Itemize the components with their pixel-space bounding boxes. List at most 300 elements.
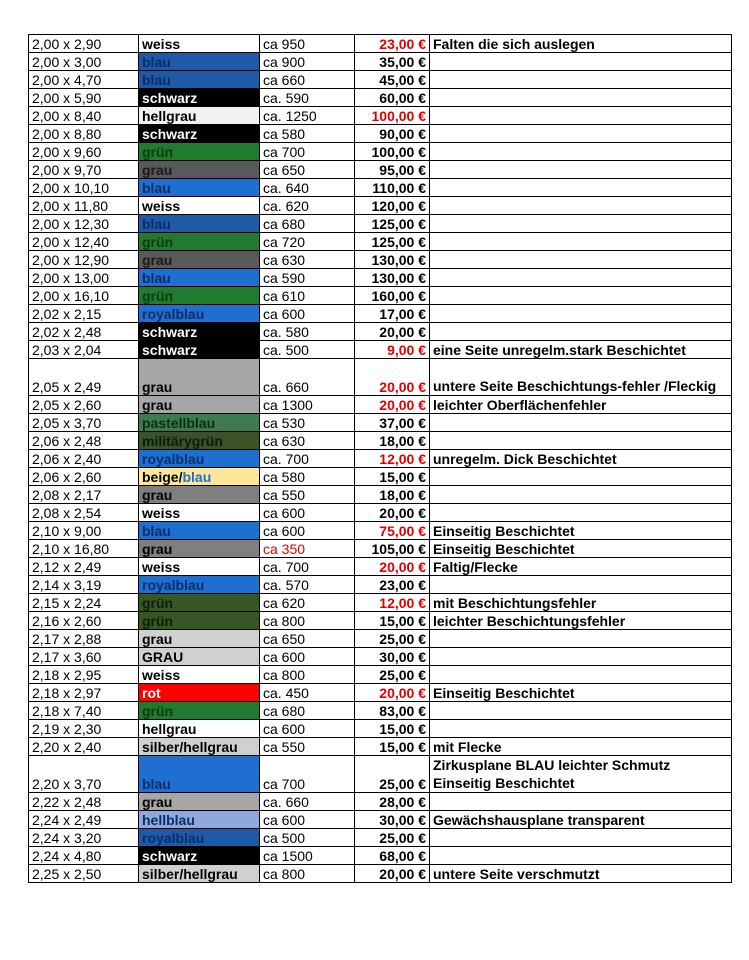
weight-cell: ca 620 — [260, 594, 355, 612]
note-cell — [430, 71, 732, 89]
price-cell: 125,00 € — [355, 215, 430, 233]
table-row — [29, 215, 732, 233]
weight-cell: ca 660 — [260, 71, 355, 89]
table-row — [29, 107, 732, 125]
table-row — [29, 341, 732, 359]
color-label: GRAU — [142, 649, 184, 665]
price-cell: 23,00 € — [355, 576, 430, 594]
color-label: blau — [142, 216, 171, 232]
price-cell: 25,00 € — [355, 630, 430, 648]
color-label: blau — [142, 72, 171, 88]
weight-cell: ca 650 — [260, 630, 355, 648]
color-cell — [139, 648, 260, 666]
price-cell: 120,00 € — [355, 197, 430, 215]
table-row — [29, 829, 732, 847]
price-cell: 105,00 € — [355, 540, 430, 558]
note-cell — [430, 215, 732, 233]
color-label: silber/hellgrau — [142, 739, 238, 755]
table-row — [29, 287, 732, 305]
table-row — [29, 847, 732, 865]
color-cell — [139, 702, 260, 720]
price-cell: 130,00 € — [355, 251, 430, 269]
price-cell: 25,00 € — [355, 829, 430, 847]
table-row — [29, 594, 732, 612]
table-row — [29, 305, 732, 323]
weight-cell: ca. 580 — [260, 323, 355, 341]
table-row — [29, 630, 732, 648]
color-cell — [139, 396, 260, 414]
weight-cell: ca 800 — [260, 666, 355, 684]
color-label: silber/hellgrau — [142, 866, 238, 882]
price-cell: 30,00 € — [355, 648, 430, 666]
price-cell: 100,00 € — [355, 143, 430, 161]
color-label: hellblau — [142, 812, 195, 828]
color-label: schwarz — [142, 90, 198, 106]
note-cell — [430, 107, 732, 125]
price-cell: 23,00 € — [355, 35, 430, 53]
table-row — [29, 450, 732, 468]
color-cell — [139, 287, 260, 305]
color-cell — [139, 89, 260, 107]
table-row — [29, 53, 732, 71]
note-cell — [430, 648, 732, 666]
color-cell — [139, 594, 260, 612]
size-cell: 2,24 x 2,49 — [29, 811, 139, 829]
color-cell — [139, 233, 260, 251]
weight-cell: ca 610 — [260, 287, 355, 305]
size-cell: 2,08 x 2,17 — [29, 486, 139, 504]
weight-cell: ca 580 — [260, 125, 355, 143]
size-cell: 2,00 x 9,60 — [29, 143, 139, 161]
color-cell — [139, 161, 260, 179]
price-cell: 15,00 € — [355, 612, 430, 630]
table-row — [29, 233, 732, 251]
color-cell — [139, 125, 260, 143]
price-cell: 20,00 € — [355, 359, 430, 396]
color-label: grün — [142, 234, 174, 250]
weight-cell: ca 900 — [260, 53, 355, 71]
note-cell — [430, 287, 732, 305]
color-cell — [139, 269, 260, 287]
color-cell — [139, 305, 260, 323]
note-cell — [430, 233, 732, 251]
note-cell — [430, 143, 732, 161]
color-label: grau — [142, 631, 173, 647]
weight-cell: ca 630 — [260, 432, 355, 450]
color-label: weiss — [142, 505, 181, 521]
weight-cell: ca. 500 — [260, 341, 355, 359]
color-cell — [139, 829, 260, 847]
color-label: grau — [142, 252, 173, 268]
weight-cell: ca 650 — [260, 161, 355, 179]
table-row — [29, 89, 732, 107]
table-row — [29, 684, 732, 702]
size-cell: 2,03 x 2,04 — [29, 341, 139, 359]
price-cell: 25,00 € — [355, 756, 430, 793]
size-cell: 2,12 x 2,49 — [29, 558, 139, 576]
color-label: grün — [142, 595, 174, 611]
weight-cell: ca. 620 — [260, 197, 355, 215]
color-cell — [139, 558, 260, 576]
note-cell — [430, 468, 732, 486]
weight-cell: ca 680 — [260, 215, 355, 233]
size-cell: 2,06 x 2,40 — [29, 450, 139, 468]
note-cell: untere Seite Beschichtungs-fehler /Fleckig — [430, 359, 732, 396]
weight-cell: ca 600 — [260, 522, 355, 540]
table-row — [29, 35, 732, 53]
weight-cell: ca. 590 — [260, 89, 355, 107]
table-body — [29, 35, 732, 883]
weight-cell: ca 680 — [260, 702, 355, 720]
color-cell — [139, 486, 260, 504]
size-cell: 2,00 x 12,40 — [29, 233, 139, 251]
price-cell: 28,00 € — [355, 793, 430, 811]
note-cell — [430, 630, 732, 648]
color-label: blau — [142, 776, 171, 792]
weight-cell: ca 600 — [260, 504, 355, 522]
note-cell — [430, 847, 732, 865]
price-cell: 83,00 € — [355, 702, 430, 720]
weight-cell: ca 590 — [260, 269, 355, 287]
color-cell — [139, 468, 260, 486]
weight-cell: ca 550 — [260, 486, 355, 504]
color-label: grün — [142, 613, 174, 629]
size-cell: 2,10 x 16,80 — [29, 540, 139, 558]
size-cell: 2,18 x 7,40 — [29, 702, 139, 720]
color-cell — [139, 179, 260, 197]
note-cell — [430, 576, 732, 594]
color-cell — [139, 793, 260, 811]
tarp-price-table — [28, 34, 732, 883]
size-cell: 2,05 x 3,70 — [29, 414, 139, 432]
price-cell: 15,00 € — [355, 738, 430, 756]
color-label: schwarz — [142, 342, 198, 358]
table-row — [29, 558, 732, 576]
weight-cell: ca 800 — [260, 612, 355, 630]
price-cell: 15,00 € — [355, 720, 430, 738]
color-label: royalblau — [142, 830, 205, 846]
weight-cell: ca 580 — [260, 468, 355, 486]
note-cell — [430, 53, 732, 71]
size-cell: 2,10 x 9,00 — [29, 522, 139, 540]
size-cell: 2,24 x 4,80 — [29, 847, 139, 865]
color-cell — [139, 865, 260, 883]
table-row — [29, 648, 732, 666]
table-row — [29, 865, 732, 883]
weight-cell: ca. 660 — [260, 359, 355, 396]
price-cell: 110,00 € — [355, 179, 430, 197]
size-cell: 2,17 x 2,88 — [29, 630, 139, 648]
color-cell — [139, 107, 260, 125]
size-cell: 2,00 x 4,70 — [29, 71, 139, 89]
note-cell — [430, 269, 732, 287]
color-label: grün — [142, 703, 174, 719]
color-label: royalblau — [142, 306, 205, 322]
size-cell: 2,05 x 2,49 — [29, 359, 139, 396]
note-cell: unregelm. Dick Beschichtet — [430, 450, 732, 468]
note-cell — [430, 414, 732, 432]
table-row — [29, 756, 732, 793]
color-label: grau — [142, 162, 173, 178]
color-cell — [139, 215, 260, 233]
size-cell: 2,00 x 12,30 — [29, 215, 139, 233]
price-cell: 18,00 € — [355, 432, 430, 450]
price-cell: 20,00 € — [355, 558, 430, 576]
note-cell: Zirkusplane BLAU leichter Schmutz Einseitig Beschichtet — [430, 756, 732, 793]
color-label: royalblau — [142, 451, 205, 467]
color-cell — [139, 720, 260, 738]
table-row — [29, 720, 732, 738]
weight-cell: ca 630 — [260, 251, 355, 269]
table-row — [29, 323, 732, 341]
size-cell: 2,00 x 8,80 — [29, 125, 139, 143]
color-label-secondary: blau — [182, 469, 212, 485]
color-label: blau — [142, 523, 171, 539]
color-cell — [139, 504, 260, 522]
note-cell — [430, 486, 732, 504]
note-cell: mit Flecke — [430, 738, 732, 756]
price-cell: 45,00 € — [355, 71, 430, 89]
note-cell — [430, 179, 732, 197]
price-cell: 20,00 € — [355, 504, 430, 522]
weight-cell: ca 700 — [260, 756, 355, 793]
size-cell: 2,00 x 10,10 — [29, 179, 139, 197]
color-cell — [139, 432, 260, 450]
color-cell — [139, 756, 260, 793]
weight-cell: ca 1500 — [260, 847, 355, 865]
weight-cell: ca 600 — [260, 648, 355, 666]
note-cell: Einseitig Beschichtet — [430, 522, 732, 540]
price-cell: 25,00 € — [355, 666, 430, 684]
color-cell — [139, 450, 260, 468]
note-cell — [430, 197, 732, 215]
size-cell: 2,00 x 13,00 — [29, 269, 139, 287]
color-label: weiss — [142, 198, 181, 214]
color-cell — [139, 522, 260, 540]
color-cell — [139, 811, 260, 829]
size-cell: 2,06 x 2,48 — [29, 432, 139, 450]
table-row — [29, 432, 732, 450]
note-cell — [430, 125, 732, 143]
weight-cell: ca 720 — [260, 233, 355, 251]
color-cell — [139, 738, 260, 756]
color-label: blau — [142, 180, 171, 196]
table-row — [29, 414, 732, 432]
color-cell — [139, 540, 260, 558]
table-row — [29, 738, 732, 756]
color-label: beige/ — [142, 469, 183, 485]
color-label: blau — [142, 270, 171, 286]
weight-cell: ca 950 — [260, 35, 355, 53]
note-cell: Faltig/Flecke — [430, 558, 732, 576]
price-cell: 12,00 € — [355, 450, 430, 468]
note-cell — [430, 666, 732, 684]
note-cell — [430, 323, 732, 341]
size-cell: 2,00 x 16,10 — [29, 287, 139, 305]
size-cell: 2,00 x 8,40 — [29, 107, 139, 125]
price-cell: 17,00 € — [355, 305, 430, 323]
note-cell: Gewächshausplane transparent — [430, 811, 732, 829]
color-label: grün — [142, 288, 174, 304]
size-cell: 2,08 x 2,54 — [29, 504, 139, 522]
price-cell: 95,00 € — [355, 161, 430, 179]
color-cell — [139, 359, 260, 396]
color-cell — [139, 323, 260, 341]
size-cell: 2,15 x 2,24 — [29, 594, 139, 612]
price-cell: 15,00 € — [355, 468, 430, 486]
size-cell: 2,00 x 9,70 — [29, 161, 139, 179]
note-cell: mit Beschichtungsfehler — [430, 594, 732, 612]
note-cell: leichter Oberflächenfehler — [430, 396, 732, 414]
color-label: schwarz — [142, 848, 198, 864]
note-cell — [430, 89, 732, 107]
color-label: royalblau — [142, 577, 205, 593]
color-label: pastellblau — [142, 415, 216, 431]
color-cell — [139, 341, 260, 359]
size-cell: 2,20 x 3,70 — [29, 756, 139, 793]
color-label: blau — [142, 54, 171, 70]
table-row — [29, 197, 732, 215]
size-cell: 2,18 x 2,95 — [29, 666, 139, 684]
price-cell: 35,00 € — [355, 53, 430, 71]
color-label: schwarz — [142, 324, 198, 340]
color-cell — [139, 143, 260, 161]
table-row — [29, 504, 732, 522]
color-label: grau — [142, 397, 173, 413]
table-row — [29, 612, 732, 630]
price-cell: 12,00 € — [355, 594, 430, 612]
color-label: grau — [142, 794, 173, 810]
note-cell — [430, 432, 732, 450]
table-row — [29, 161, 732, 179]
size-cell: 2,24 x 3,20 — [29, 829, 139, 847]
weight-cell: ca 600 — [260, 720, 355, 738]
table-row — [29, 143, 732, 161]
table-row — [29, 486, 732, 504]
note-cell — [430, 702, 732, 720]
table-row — [29, 179, 732, 197]
table-row — [29, 811, 732, 829]
color-cell — [139, 71, 260, 89]
size-cell: 2,19 x 2,30 — [29, 720, 139, 738]
color-label: grün — [142, 144, 174, 160]
table-row — [29, 793, 732, 811]
weight-cell: ca. 700 — [260, 450, 355, 468]
weight-cell: ca 530 — [260, 414, 355, 432]
note-cell — [430, 793, 732, 811]
note-cell — [430, 305, 732, 323]
table-row — [29, 468, 732, 486]
note-cell: Einseitig Beschichtet — [430, 684, 732, 702]
price-cell: 20,00 € — [355, 323, 430, 341]
price-cell: 20,00 € — [355, 396, 430, 414]
note-cell — [430, 504, 732, 522]
color-label: weiss — [142, 667, 181, 683]
weight-cell: ca 600 — [260, 305, 355, 323]
size-cell: 2,17 x 3,60 — [29, 648, 139, 666]
color-label: militärygrün — [142, 433, 223, 449]
table-row — [29, 125, 732, 143]
weight-cell: ca 350 — [260, 540, 355, 558]
color-cell — [139, 35, 260, 53]
price-cell: 125,00 € — [355, 233, 430, 251]
size-cell: 2,18 x 2,97 — [29, 684, 139, 702]
table-row — [29, 540, 732, 558]
size-cell: 2,05 x 2,60 — [29, 396, 139, 414]
weight-cell: ca. 570 — [260, 576, 355, 594]
size-cell: 2,00 x 2,90 — [29, 35, 139, 53]
note-cell — [430, 720, 732, 738]
color-label: grau — [142, 379, 173, 395]
color-label: grau — [142, 541, 173, 557]
size-cell: 2,02 x 2,15 — [29, 305, 139, 323]
weight-cell: ca. 640 — [260, 179, 355, 197]
size-cell: 2,14 x 3,19 — [29, 576, 139, 594]
size-cell: 2,00 x 11,80 — [29, 197, 139, 215]
note-cell: Einseitig Beschichtet — [430, 540, 732, 558]
color-cell — [139, 684, 260, 702]
size-cell: 2,00 x 3,00 — [29, 53, 139, 71]
color-label: hellgrau — [142, 108, 197, 124]
color-cell — [139, 630, 260, 648]
price-cell: 68,00 € — [355, 847, 430, 865]
weight-cell: ca 1300 — [260, 396, 355, 414]
color-cell — [139, 414, 260, 432]
color-label: rot — [142, 685, 161, 701]
weight-cell: ca. 450 — [260, 684, 355, 702]
weight-cell: ca. 700 — [260, 558, 355, 576]
color-cell — [139, 612, 260, 630]
weight-cell: ca. 660 — [260, 793, 355, 811]
price-cell: 130,00 € — [355, 269, 430, 287]
table-row — [29, 71, 732, 89]
weight-cell: ca 700 — [260, 143, 355, 161]
note-cell: eine Seite unregelm.stark Beschichtet — [430, 341, 732, 359]
price-cell: 37,00 € — [355, 414, 430, 432]
table-row — [29, 396, 732, 414]
weight-cell: ca 550 — [260, 738, 355, 756]
color-label: schwarz — [142, 126, 198, 142]
price-cell: 30,00 € — [355, 811, 430, 829]
color-cell — [139, 197, 260, 215]
size-cell: 2,16 x 2,60 — [29, 612, 139, 630]
weight-cell: ca 500 — [260, 829, 355, 847]
size-cell: 2,20 x 2,40 — [29, 738, 139, 756]
weight-cell: ca. 1250 — [260, 107, 355, 125]
note-cell — [430, 161, 732, 179]
color-label: weiss — [142, 36, 181, 52]
note-cell: Falten die sich auslegen — [430, 35, 732, 53]
table-row — [29, 702, 732, 720]
price-cell: 18,00 € — [355, 486, 430, 504]
note-cell — [430, 829, 732, 847]
table-row — [29, 666, 732, 684]
note-cell — [430, 251, 732, 269]
size-cell: 2,00 x 12,90 — [29, 251, 139, 269]
table-row — [29, 522, 732, 540]
size-cell: 2,25 x 2,50 — [29, 865, 139, 883]
color-label: weiss — [142, 559, 181, 575]
color-cell — [139, 251, 260, 269]
price-cell: 75,00 € — [355, 522, 430, 540]
note-cell: leichter Beschichtungsfehler — [430, 612, 732, 630]
color-label: hellgrau — [142, 721, 197, 737]
size-cell: 2,02 x 2,48 — [29, 323, 139, 341]
table-row — [29, 251, 732, 269]
weight-cell: ca 600 — [260, 811, 355, 829]
color-label: grau — [142, 487, 173, 503]
table-row — [29, 576, 732, 594]
